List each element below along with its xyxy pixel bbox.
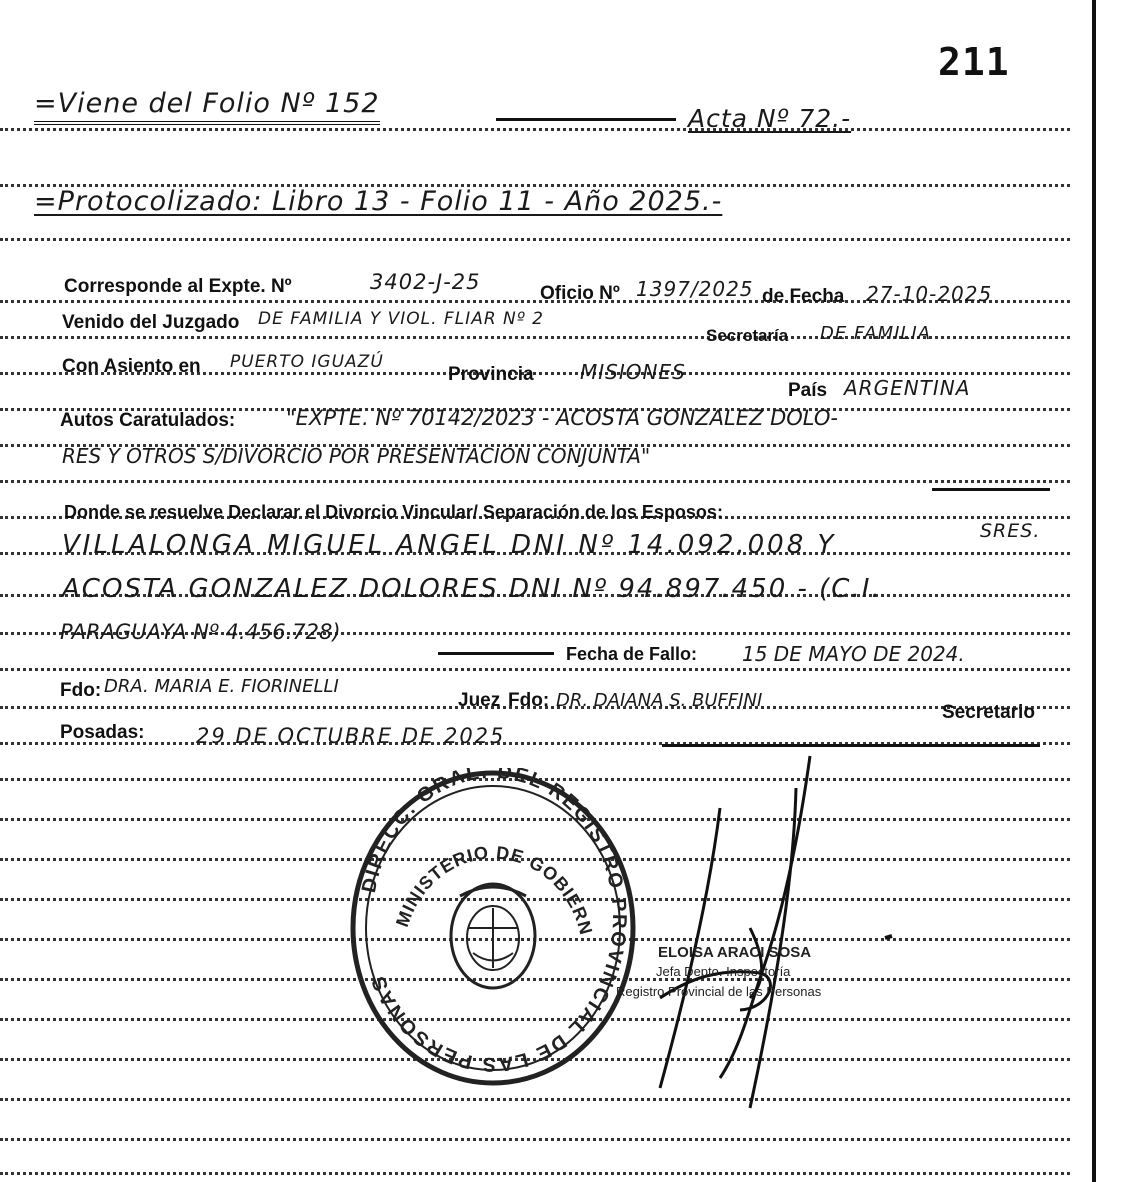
esposo-line-2: ACOSTA GONZALEZ DOLORES DNI Nº 94.897.450 - (C.I.: [62, 574, 882, 604]
asiento-label: Con Asiento en: [62, 356, 201, 377]
handwritten-signature: [600, 748, 920, 1128]
stamp-inner-text: MINISTERIO DE GOBIERN: [391, 842, 597, 938]
ruled-line: [0, 1138, 1070, 1141]
viene-del-folio: =Viene del Folio Nº 152: [34, 88, 380, 125]
protocolizado-line: =Protocolizado: Libro 13 - Folio 11 - Año 2025.-: [34, 186, 723, 217]
esposo-line-1: VILLALONGA MIGUEL ANGEL DNI Nº 14.092.008 Y: [62, 530, 837, 560]
ruled-line: [0, 238, 1070, 241]
secretario-value: DR. DAIANA S. BUFFINI: [556, 690, 763, 711]
juzgado-value: DE FAMILIA Y VIOL. FLIAR Nº 2: [258, 309, 544, 329]
esposos-prefix: SRES.: [980, 520, 1041, 542]
ruled-line: [0, 668, 1070, 671]
dash-line: [662, 744, 1040, 747]
acta-number: Acta Nº 72.-: [688, 104, 852, 133]
fallo-value: 15 DE MAYO DE 2024.: [742, 642, 965, 666]
signer-org: Registro Provincial de las Personas: [616, 984, 822, 999]
fecha-label: de Fecha: [762, 286, 845, 307]
signer-title: Jefa Depto. Inspectoría: [656, 964, 791, 979]
autos-label: Autos Caratulados:: [60, 410, 236, 431]
stamp-outer-text: DIRECC. GRAL. DEL REGISTRO PROVINCIAL DE LAS PERSONAS: [357, 768, 631, 1076]
page-number: 211: [938, 40, 1010, 84]
dash-line: [932, 488, 1050, 491]
fecha-value: 27-10-2025: [866, 282, 993, 306]
fdo-label: Fdo:: [60, 680, 102, 701]
asiento-value: PUERTO IGUAZÚ: [230, 352, 384, 372]
corresponde-label: Corresponde al Expte. Nº: [64, 276, 292, 297]
juez-value: DRA. MARIA E. FIORINELLI: [104, 676, 339, 697]
juez-label: Juez: [458, 690, 501, 711]
fdo2-label: Fdo:: [508, 690, 550, 711]
ruled-line: [0, 128, 1070, 131]
provincia-value: MISIONES: [580, 360, 686, 384]
esposo-line-3: PARAGUAYA Nº 4.456.728): [60, 620, 341, 644]
provincia-label: Provincia: [448, 364, 534, 385]
expte-value: 3402-J-25: [370, 270, 481, 294]
autos-line-2: RES Y OTROS S/DIVORCIO POR PRESENTACIÓN CONJUNTA": [62, 444, 651, 468]
page-border: [1092, 0, 1096, 1182]
oficio-value: 1397/2025: [636, 277, 754, 301]
official-stamp: [348, 768, 638, 1093]
posadas-value: 29 DE OCTUBRE DE 2025: [196, 724, 506, 748]
ruled-line: [0, 1172, 1070, 1175]
ruled-line: [0, 480, 1070, 483]
pais-label: País: [788, 380, 828, 401]
secretaria-label: Secretaría: [706, 326, 789, 345]
coat-of-arms-icon: [451, 884, 535, 988]
dash-line: [496, 118, 676, 121]
posadas-label: Posadas:: [60, 722, 145, 743]
signer-name: ELOISA ARACI SOSA: [658, 944, 812, 961]
autos-line-1: "EXPTE. Nº 70142/2023 - ACOSTA GONZALEZ DOLO-: [286, 406, 838, 430]
venido-label: Venido del Juzgado: [62, 312, 240, 333]
fallo-label: Fecha de Fallo:: [566, 644, 698, 664]
dash-line: [438, 652, 554, 655]
secretaria-value: DE FAMILIA: [820, 323, 932, 344]
pais-value: ARGENTINA: [844, 376, 971, 400]
oficio-label: Oficio Nº: [540, 283, 620, 304]
secretario-label: Secretario: [942, 702, 1035, 723]
resuelve-label: Donde se resuelve Declarar el Divorcio Vincular/ Separación de los Esposos:: [64, 502, 723, 522]
